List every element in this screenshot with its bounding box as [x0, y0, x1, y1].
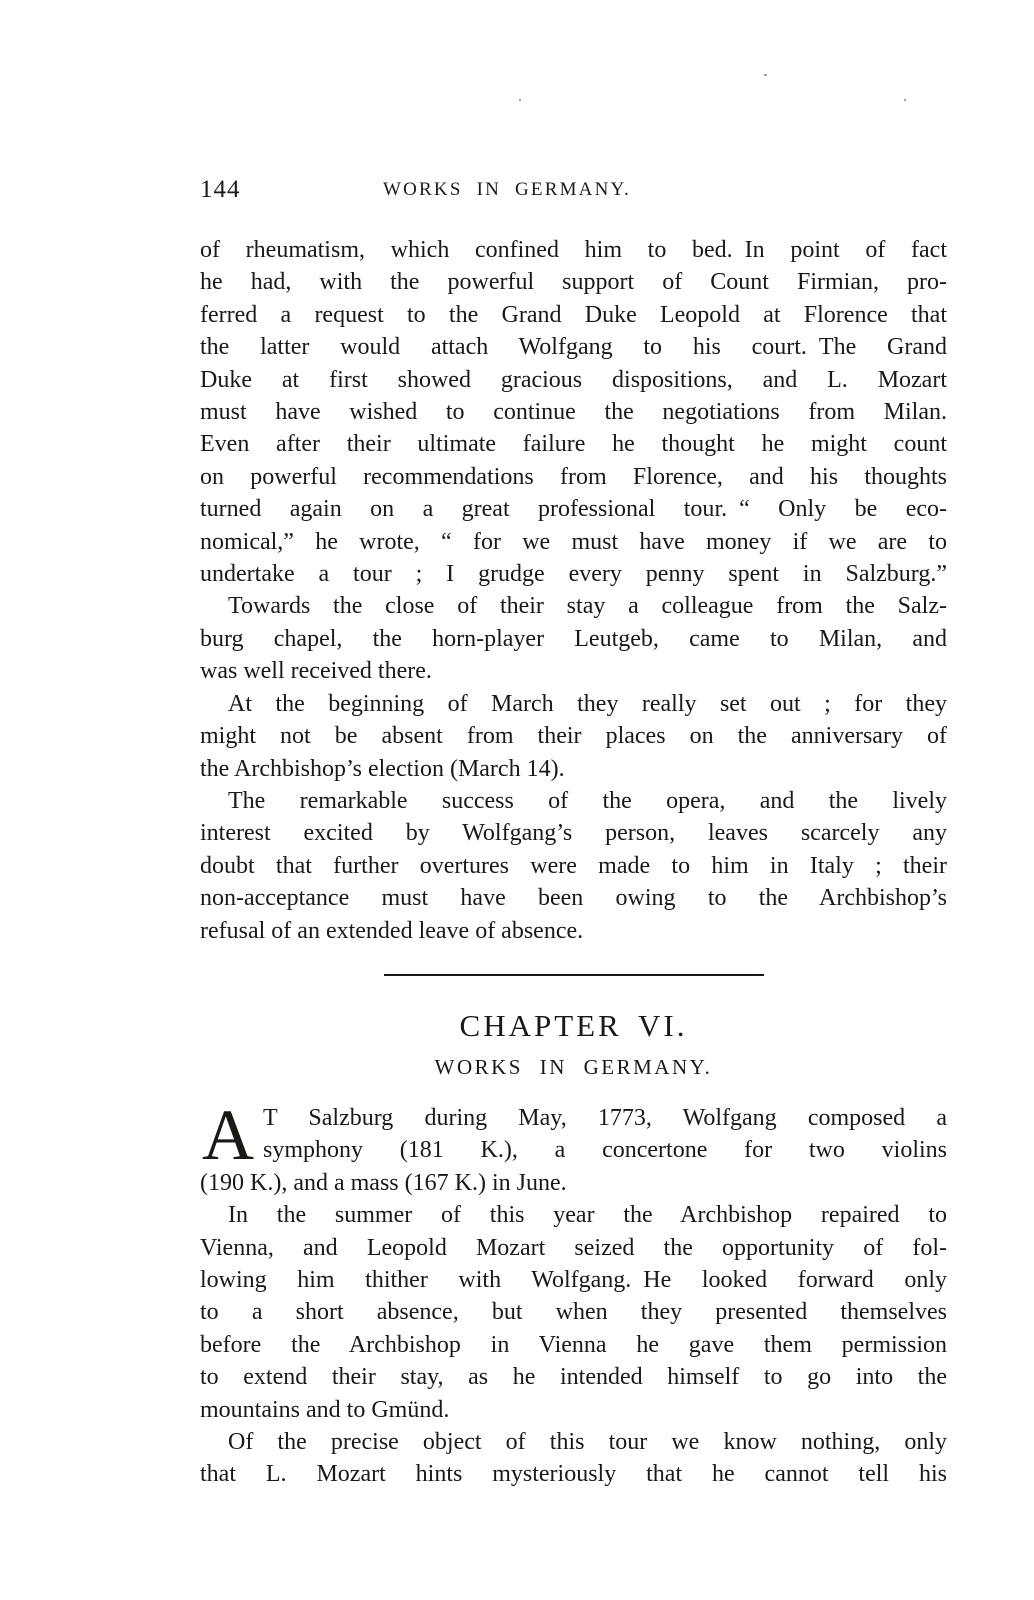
section-divider-rule [384, 974, 764, 976]
text-line: that L. Mozart hints mysteriously that he cannot tell his [200, 1461, 947, 1488]
scan-speck [904, 99, 906, 101]
text-line: might not be absent from their places on the anniversary of [200, 723, 947, 750]
text-line: must have wished to continue the negotiations from Milan. [200, 399, 947, 426]
text-line: the latter would attach Wolfgang to his court. The Grand [200, 334, 947, 361]
text-line: Duke at first showed gracious dispositions, and L. Mozart [200, 366, 947, 393]
text-line: to extend their stay, as he intended himself to go into the [200, 1364, 947, 1391]
text-line: symphony (181 K.), a concertone for two violins [263, 1137, 947, 1164]
text-line: ferred a request to the Grand Duke Leopold at Florence that [200, 301, 947, 328]
text-block [200, 234, 947, 1491]
text-line: before the Archbishop in Vienna he gave them permission [200, 1331, 947, 1358]
paragraph [200, 234, 947, 590]
chapter-heading: CHAPTER VI. [459, 1007, 688, 1043]
body-paragraphs [200, 234, 947, 947]
text-line: non-acceptance must have been owing to the Archbishop’s [200, 885, 947, 912]
text-line: he had, with the powerful support of Count Firmian, pro- [200, 269, 947, 296]
text-line: The remarkable success of the opera, and the lively [228, 787, 947, 814]
text-line: mountains and to Gmünd. [200, 1396, 450, 1423]
text-line: Towards the close of their stay a colleague from the Salz- [228, 593, 947, 620]
text-line: interest excited by Wolfgang’s person, leaves scarcely any [200, 820, 947, 847]
paragraph [200, 1426, 947, 1491]
drop-cap: A [202, 1094, 254, 1175]
paragraph [200, 688, 947, 785]
text-line: At the beginning of March they really set out ; for they [228, 690, 947, 717]
text-line: Even after their ultimate failure he thought he might count [200, 431, 947, 458]
paragraph [200, 785, 947, 947]
text-line: of rheumatism, which confined him to bed. In point of fact [200, 237, 947, 263]
text-line: doubt that further overtures were made to him in Italy ; their [200, 852, 947, 879]
chapter-subheading: WORKS IN GERMANY. [434, 1054, 713, 1079]
paragraph [200, 590, 947, 687]
scan-speck [764, 74, 767, 76]
text-line: burg chapel, the horn-player Leutgeb, came to Milan, and [200, 625, 947, 652]
page-header [200, 176, 947, 206]
scan-speck [519, 99, 521, 101]
text-line: (190 K.), and a mass (167 K.) in June. [200, 1169, 567, 1196]
paragraph [200, 1199, 947, 1426]
paragraph [200, 1094, 947, 1199]
text-line: undertake a tour ; I grudge every penny spent in Salzburg.” [200, 561, 947, 588]
text-line: lowing him thither with Wolfgang. He looked forward only [200, 1266, 947, 1293]
text-line: was well received there. [200, 658, 432, 685]
chapter-paragraphs [200, 1094, 947, 1491]
text-line: In the summer of this year the Archbishop repaired to [228, 1202, 947, 1229]
text-line: turned again on a great professional tour. “ Only be eco- [200, 496, 947, 523]
text-line: nomical,” he wrote, “ for we must have money if we are to [200, 528, 947, 555]
text-line: Vienna, and Leopold Mozart seized the opportunity of fol- [200, 1234, 947, 1261]
text-line: Of the precise object of this tour we know nothing, only [228, 1429, 947, 1455]
running-head: WORKS IN GERMANY. [383, 179, 631, 200]
text-line: T Salzburg during May, 1773, Wolfgang composed a [263, 1104, 947, 1131]
text-line: refusal of an extended leave of absence. [200, 917, 584, 944]
text-line: to a short absence, but when they presented themselves [200, 1299, 947, 1326]
text-line: the Archbishop’s election (March 14). [200, 755, 565, 782]
page-number: 144 [200, 176, 241, 203]
text-line: on powerful recommendations from Florence, and his thoughts [200, 463, 947, 490]
